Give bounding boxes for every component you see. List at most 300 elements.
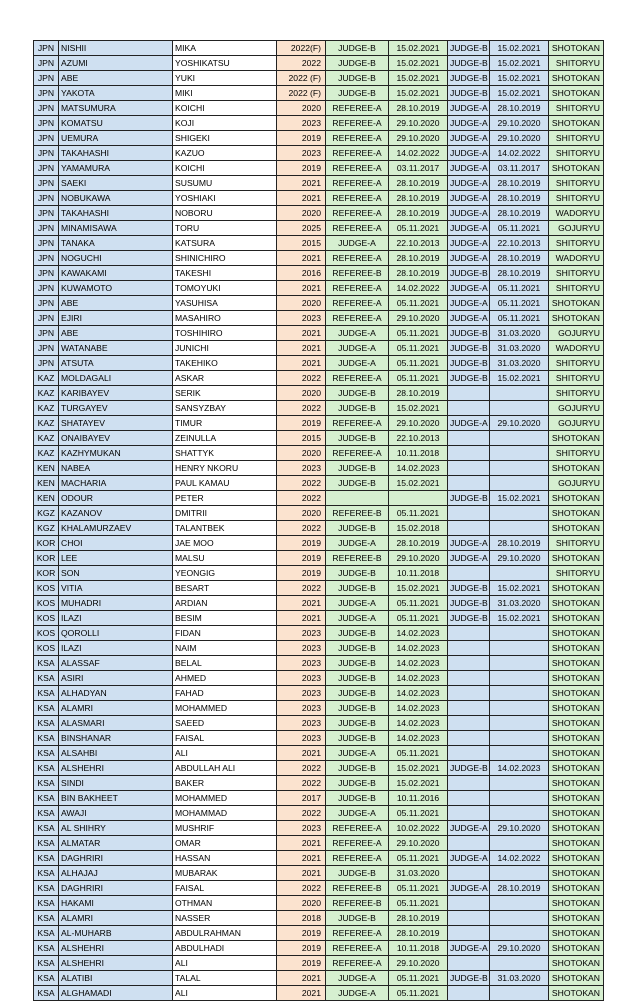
rank-2-date-cell: [490, 791, 549, 806]
rank-1-date-cell: 22.10.2013: [389, 236, 448, 251]
rank-1-date-cell: 05.11.2021: [389, 341, 448, 356]
rank-2-date-cell: 28.10.2019: [490, 251, 549, 266]
year-cell: 2020: [277, 446, 326, 461]
last-name-cell: MACHARIA: [59, 476, 173, 491]
year-cell: 2021: [277, 176, 326, 191]
first-name-cell: ABDULHADI: [173, 941, 277, 956]
style-cell: SHOTOKAN: [549, 596, 604, 611]
rank-1-date-cell: 05.11.2021: [389, 506, 448, 521]
first-name-cell: NASSER: [173, 911, 277, 926]
rank-2-cell: JUDGE-B: [448, 491, 490, 506]
rank-2-cell: JUDGE-B: [448, 71, 490, 86]
rank-2-cell: [448, 656, 490, 671]
rank-1-date-cell: 28.10.2019: [389, 536, 448, 551]
rank-2-cell: [448, 806, 490, 821]
style-cell: SHOTOKAN: [549, 161, 604, 176]
country-cell: JPN: [34, 56, 59, 71]
roster-table-body: [34, 41, 604, 1001]
first-name-cell: YASUHISA: [173, 296, 277, 311]
country-cell: KAZ: [34, 431, 59, 446]
rank-2-date-cell: [490, 956, 549, 971]
last-name-cell: NISHII: [59, 41, 173, 56]
rank-1-cell: JUDGE-B: [326, 476, 389, 491]
first-name-cell: YOSHIAKI: [173, 191, 277, 206]
year-cell: 2022: [277, 806, 326, 821]
country-cell: KSA: [34, 791, 59, 806]
rank-2-cell: JUDGE-A: [448, 176, 490, 191]
rank-2-date-cell: 15.02.2021: [490, 611, 549, 626]
country-cell: KSA: [34, 986, 59, 1001]
rank-2-date-cell: 15.02.2021: [490, 581, 549, 596]
rank-1-cell: REFEREE-B: [326, 881, 389, 896]
year-cell: 2023: [277, 671, 326, 686]
country-cell: JPN: [34, 101, 59, 116]
rank-1-date-cell: 28.10.2019: [389, 176, 448, 191]
year-cell: 2022: [277, 491, 326, 506]
first-name-cell: KOICHI: [173, 101, 277, 116]
last-name-cell: KUWAMOTO: [59, 281, 173, 296]
table-row: [34, 836, 604, 851]
rank-1-cell: JUDGE-B: [326, 776, 389, 791]
rank-1-cell: REFEREE-A: [326, 101, 389, 116]
year-cell: 2020: [277, 296, 326, 311]
rank-2-cell: JUDGE-B: [448, 56, 490, 71]
year-cell: 2021: [277, 281, 326, 296]
rank-2-date-cell: [490, 716, 549, 731]
style-cell: SHOTOKAN: [549, 941, 604, 956]
rank-1-cell: JUDGE-B: [326, 56, 389, 71]
last-name-cell: ODOUR: [59, 491, 173, 506]
year-cell: 2015: [277, 431, 326, 446]
last-name-cell: MOLDAGALI: [59, 371, 173, 386]
style-cell: SHOTOKAN: [549, 311, 604, 326]
table-row: [34, 266, 604, 281]
rank-2-date-cell: [490, 641, 549, 656]
rank-2-cell: JUDGE-A: [448, 296, 490, 311]
table-row: [34, 791, 604, 806]
rank-2-cell: JUDGE-B: [448, 596, 490, 611]
table-row: [34, 56, 604, 71]
rank-1-date-cell: 15.02.2021: [389, 776, 448, 791]
table-row: [34, 746, 604, 761]
last-name-cell: ATSUTA: [59, 356, 173, 371]
rank-2-cell: [448, 476, 490, 491]
style-cell: SHOTOKAN: [549, 716, 604, 731]
rank-2-date-cell: [490, 731, 549, 746]
rank-2-cell: [448, 626, 490, 641]
table-row: [34, 206, 604, 221]
style-cell: SHOTOKAN: [549, 116, 604, 131]
rank-1-cell: JUDGE-A: [326, 746, 389, 761]
first-name-cell: SHATTYK: [173, 446, 277, 461]
year-cell: 2021: [277, 191, 326, 206]
table-row: [34, 41, 604, 56]
rank-1-date-cell: 05.11.2021: [389, 971, 448, 986]
first-name-cell: DMITRII: [173, 506, 277, 521]
rank-1-date-cell: 10.02.2022: [389, 821, 448, 836]
style-cell: SHOTOKAN: [549, 656, 604, 671]
country-cell: KSA: [34, 926, 59, 941]
rank-1-date-cell: 28.10.2019: [389, 191, 448, 206]
last-name-cell: YAMAMURA: [59, 161, 173, 176]
style-cell: SHOTOKAN: [549, 41, 604, 56]
first-name-cell: YEONGIG: [173, 566, 277, 581]
rank-1-date-cell: 15.02.2021: [389, 476, 448, 491]
rank-1-date-cell: 05.11.2021: [389, 986, 448, 1001]
rank-2-date-cell: [490, 386, 549, 401]
style-cell: SHITORYU: [549, 236, 604, 251]
rank-2-cell: [448, 446, 490, 461]
first-name-cell: HASSAN: [173, 851, 277, 866]
rank-2-date-cell: [490, 986, 549, 1001]
official-roster-table: [33, 40, 604, 1001]
rank-1-cell: JUDGE-B: [326, 566, 389, 581]
last-name-cell: ALASSAF: [59, 656, 173, 671]
first-name-cell: HENRY NKORU: [173, 461, 277, 476]
country-cell: KOS: [34, 581, 59, 596]
table-row: [34, 761, 604, 776]
rank-2-date-cell: 05.11.2021: [490, 296, 549, 311]
rank-2-date-cell: 28.10.2019: [490, 191, 549, 206]
country-cell: JPN: [34, 266, 59, 281]
year-cell: 2022: [277, 581, 326, 596]
country-cell: JPN: [34, 221, 59, 236]
rank-2-cell: JUDGE-A: [448, 236, 490, 251]
rank-1-date-cell: 10.11.2018: [389, 446, 448, 461]
style-cell: SHOTOKAN: [549, 836, 604, 851]
rank-2-date-cell: 28.10.2019: [490, 101, 549, 116]
rank-1-cell: REFEREE-A: [326, 956, 389, 971]
year-cell: 2020: [277, 206, 326, 221]
rank-1-cell: JUDGE-B: [326, 761, 389, 776]
rank-2-date-cell: 28.10.2019: [490, 176, 549, 191]
year-cell: 2021: [277, 326, 326, 341]
country-cell: JPN: [34, 296, 59, 311]
table-row: [34, 446, 604, 461]
style-cell: SHOTOKAN: [549, 431, 604, 446]
rank-1-date-cell: 10.11.2018: [389, 941, 448, 956]
rank-2-date-cell: 28.10.2019: [490, 881, 549, 896]
year-cell: 2022: [277, 776, 326, 791]
style-cell: SHITORYU: [549, 371, 604, 386]
table-row: [34, 716, 604, 731]
last-name-cell: ALHAJAJ: [59, 866, 173, 881]
rank-1-date-cell: 28.10.2019: [389, 206, 448, 221]
style-cell: GOJURYU: [549, 476, 604, 491]
rank-2-date-cell: [490, 671, 549, 686]
rank-2-date-cell: 31.03.2020: [490, 971, 549, 986]
year-cell: 2021: [277, 836, 326, 851]
rank-1-cell: REFEREE-A: [326, 311, 389, 326]
country-cell: KSA: [34, 911, 59, 926]
rank-1-date-cell: 05.11.2021: [389, 881, 448, 896]
rank-1-cell: JUDGE-A: [326, 236, 389, 251]
style-cell: SHITORYU: [549, 131, 604, 146]
first-name-cell: FIDAN: [173, 626, 277, 641]
last-name-cell: DAGHRIRI: [59, 881, 173, 896]
style-cell: SHOTOKAN: [549, 701, 604, 716]
year-cell: 2022: [277, 401, 326, 416]
country-cell: KSA: [34, 971, 59, 986]
year-cell: 2022: [277, 521, 326, 536]
table-row: [34, 626, 604, 641]
rank-1-cell: REFEREE-A: [326, 446, 389, 461]
rank-1-cell: REFEREE-A: [326, 116, 389, 131]
year-cell: 2025: [277, 221, 326, 236]
last-name-cell: ALAMRI: [59, 701, 173, 716]
style-cell: SHOTOKAN: [549, 296, 604, 311]
style-cell: SHOTOKAN: [549, 86, 604, 101]
rank-1-date-cell: 29.10.2020: [389, 416, 448, 431]
rank-2-date-cell: [490, 401, 549, 416]
rank-2-date-cell: 14.02.2022: [490, 146, 549, 161]
table-row: [34, 866, 604, 881]
country-cell: KSA: [34, 671, 59, 686]
table-row: [34, 926, 604, 941]
country-cell: JPN: [34, 71, 59, 86]
rank-1-date-cell: 15.02.2021: [389, 581, 448, 596]
country-cell: KAZ: [34, 371, 59, 386]
last-name-cell: ALAMRI: [59, 911, 173, 926]
style-cell: SHOTOKAN: [549, 896, 604, 911]
first-name-cell: ALI: [173, 986, 277, 1001]
year-cell: 2022: [277, 56, 326, 71]
rank-2-date-cell: 29.10.2020: [490, 416, 549, 431]
first-name-cell: FAISAL: [173, 881, 277, 896]
style-cell: SHITORYU: [549, 146, 604, 161]
table-row: [34, 461, 604, 476]
rank-2-cell: [448, 791, 490, 806]
last-name-cell: BINSHANAR: [59, 731, 173, 746]
rank-2-date-cell: 22.10.2013: [490, 236, 549, 251]
rank-2-date-cell: [490, 926, 549, 941]
rank-1-cell: REFEREE-A: [326, 131, 389, 146]
style-cell: SHOTOKAN: [549, 986, 604, 1001]
country-cell: KAZ: [34, 416, 59, 431]
rank-1-date-cell: 14.02.2023: [389, 656, 448, 671]
rank-2-cell: JUDGE-A: [448, 116, 490, 131]
last-name-cell: TANAKA: [59, 236, 173, 251]
rank-2-date-cell: [490, 806, 549, 821]
rank-1-date-cell: 05.11.2021: [389, 896, 448, 911]
first-name-cell: MUSHRIF: [173, 821, 277, 836]
first-name-cell: PETER: [173, 491, 277, 506]
rank-2-date-cell: 29.10.2020: [490, 116, 549, 131]
first-name-cell: AHMED: [173, 671, 277, 686]
year-cell: 2019: [277, 956, 326, 971]
rank-2-cell: JUDGE-A: [448, 101, 490, 116]
style-cell: SHOTOKAN: [549, 821, 604, 836]
rank-2-date-cell: 15.02.2021: [490, 56, 549, 71]
style-cell: SHOTOKAN: [549, 71, 604, 86]
country-cell: JPN: [34, 41, 59, 56]
rank-2-cell: [448, 461, 490, 476]
table-row: [34, 251, 604, 266]
rank-1-cell: JUDGE-A: [326, 326, 389, 341]
rank-1-date-cell: 14.02.2023: [389, 641, 448, 656]
rank-1-cell: JUDGE-B: [326, 701, 389, 716]
first-name-cell: BESIM: [173, 611, 277, 626]
table-row: [34, 986, 604, 1001]
rank-2-date-cell: 29.10.2020: [490, 941, 549, 956]
rank-1-cell: REFEREE-A: [326, 161, 389, 176]
rank-1-date-cell: 05.11.2021: [389, 296, 448, 311]
style-cell: SHOTOKAN: [549, 791, 604, 806]
rank-2-date-cell: 28.10.2019: [490, 536, 549, 551]
last-name-cell: YAKOTA: [59, 86, 173, 101]
table-row: [34, 431, 604, 446]
table-row: [34, 416, 604, 431]
style-cell: GOJURYU: [549, 416, 604, 431]
rank-1-date-cell: 28.10.2019: [389, 926, 448, 941]
last-name-cell: VITIA: [59, 581, 173, 596]
rank-2-cell: [448, 671, 490, 686]
rank-1-date-cell: 14.02.2023: [389, 686, 448, 701]
last-name-cell: ABE: [59, 71, 173, 86]
table-row: [34, 971, 604, 986]
rank-2-cell: [448, 431, 490, 446]
rank-1-date-cell: 28.10.2019: [389, 911, 448, 926]
first-name-cell: ARDIAN: [173, 596, 277, 611]
rank-2-cell: JUDGE-B: [448, 356, 490, 371]
last-name-cell: ALSHEHRI: [59, 761, 173, 776]
first-name-cell: TAKESHI: [173, 266, 277, 281]
year-cell: 2023: [277, 701, 326, 716]
rank-1-cell: REFEREE-A: [326, 191, 389, 206]
last-name-cell: KAZANOV: [59, 506, 173, 521]
table-row: [34, 371, 604, 386]
rank-2-date-cell: [490, 431, 549, 446]
country-cell: KOR: [34, 551, 59, 566]
last-name-cell: ONAIBAYEV: [59, 431, 173, 446]
style-cell: SHOTOKAN: [549, 731, 604, 746]
rank-2-cell: JUDGE-B: [448, 581, 490, 596]
table-row: [34, 596, 604, 611]
year-cell: 2021: [277, 341, 326, 356]
table-row: [34, 326, 604, 341]
first-name-cell: MOHAMMED: [173, 701, 277, 716]
rank-1-date-cell: 15.02.2021: [389, 761, 448, 776]
year-cell: 2021: [277, 596, 326, 611]
table-row: [34, 506, 604, 521]
rank-1-date-cell: 29.10.2020: [389, 956, 448, 971]
rank-1-cell: JUDGE-A: [326, 986, 389, 1001]
country-cell: JPN: [34, 311, 59, 326]
rank-2-date-cell: 14.02.2022: [490, 851, 549, 866]
year-cell: 2021: [277, 746, 326, 761]
year-cell: 2023: [277, 656, 326, 671]
year-cell: 2020: [277, 101, 326, 116]
rank-1-cell: REFEREE-A: [326, 281, 389, 296]
rank-1-cell: REFEREE-B: [326, 266, 389, 281]
year-cell: 2021: [277, 866, 326, 881]
style-cell: SHOTOKAN: [549, 911, 604, 926]
table-row: [34, 521, 604, 536]
rank-2-date-cell: 29.10.2020: [490, 131, 549, 146]
year-cell: 2021: [277, 356, 326, 371]
last-name-cell: WATANABE: [59, 341, 173, 356]
style-cell: SHOTOKAN: [549, 461, 604, 476]
style-cell: SHOTOKAN: [549, 866, 604, 881]
table-row: [34, 641, 604, 656]
rank-1-cell: JUDGE-B: [326, 401, 389, 416]
rank-1-date-cell: 05.11.2021: [389, 221, 448, 236]
table-row: [34, 581, 604, 596]
country-cell: KSA: [34, 941, 59, 956]
country-cell: KSA: [34, 821, 59, 836]
table-row: [34, 956, 604, 971]
rank-1-cell: JUDGE-B: [326, 521, 389, 536]
table-row: [34, 731, 604, 746]
table-row: [34, 86, 604, 101]
country-cell: JPN: [34, 86, 59, 101]
rank-1-date-cell: 14.02.2023: [389, 701, 448, 716]
table-row: [34, 911, 604, 926]
rank-2-cell: [448, 866, 490, 881]
year-cell: 2023: [277, 461, 326, 476]
year-cell: 2019: [277, 926, 326, 941]
rank-2-date-cell: [490, 521, 549, 536]
rank-2-cell: JUDGE-B: [448, 611, 490, 626]
style-cell: GOJURYU: [549, 221, 604, 236]
last-name-cell: NOGUCHI: [59, 251, 173, 266]
rank-2-date-cell: 05.11.2021: [490, 281, 549, 296]
rank-1-date-cell: 31.03.2020: [389, 866, 448, 881]
last-name-cell: NABEA: [59, 461, 173, 476]
style-cell: SHITORYU: [549, 176, 604, 191]
rank-1-cell: JUDGE-B: [326, 656, 389, 671]
table-row: [34, 941, 604, 956]
last-name-cell: KARIBAYEV: [59, 386, 173, 401]
rank-1-cell: REFEREE-A: [326, 416, 389, 431]
rank-1-cell: JUDGE-B: [326, 866, 389, 881]
table-row: [34, 191, 604, 206]
last-name-cell: BIN BAKHEET: [59, 791, 173, 806]
first-name-cell: TALAL: [173, 971, 277, 986]
table-row: [34, 686, 604, 701]
table-row: [34, 821, 604, 836]
country-cell: KSA: [34, 686, 59, 701]
last-name-cell: ILAZI: [59, 611, 173, 626]
last-name-cell: TURGAYEV: [59, 401, 173, 416]
first-name-cell: ZEINULLA: [173, 431, 277, 446]
rank-1-date-cell: 29.10.2020: [389, 311, 448, 326]
table-row: [34, 611, 604, 626]
rank-2-date-cell: 05.11.2021: [490, 221, 549, 236]
rank-2-date-cell: [490, 686, 549, 701]
style-cell: SHOTOKAN: [549, 761, 604, 776]
rank-2-cell: JUDGE-B: [448, 341, 490, 356]
last-name-cell: NOBUKAWA: [59, 191, 173, 206]
rank-1-cell: JUDGE-B: [326, 461, 389, 476]
rank-1-cell: JUDGE-B: [326, 641, 389, 656]
year-cell: 2023: [277, 686, 326, 701]
rank-2-cell: JUDGE-A: [448, 131, 490, 146]
year-cell: 2023: [277, 116, 326, 131]
last-name-cell: ALSAHBI: [59, 746, 173, 761]
style-cell: SHITORYU: [549, 101, 604, 116]
rank-1-cell: JUDGE-B: [326, 86, 389, 101]
first-name-cell: ALI: [173, 746, 277, 761]
style-cell: SHOTOKAN: [549, 491, 604, 506]
rank-1-date-cell: 29.10.2020: [389, 551, 448, 566]
rank-2-date-cell: [490, 866, 549, 881]
country-cell: KAZ: [34, 386, 59, 401]
year-cell: 2018: [277, 911, 326, 926]
first-name-cell: SHINICHIRO: [173, 251, 277, 266]
rank-1-date-cell: 15.02.2021: [389, 401, 448, 416]
year-cell: 2022 (F): [277, 71, 326, 86]
